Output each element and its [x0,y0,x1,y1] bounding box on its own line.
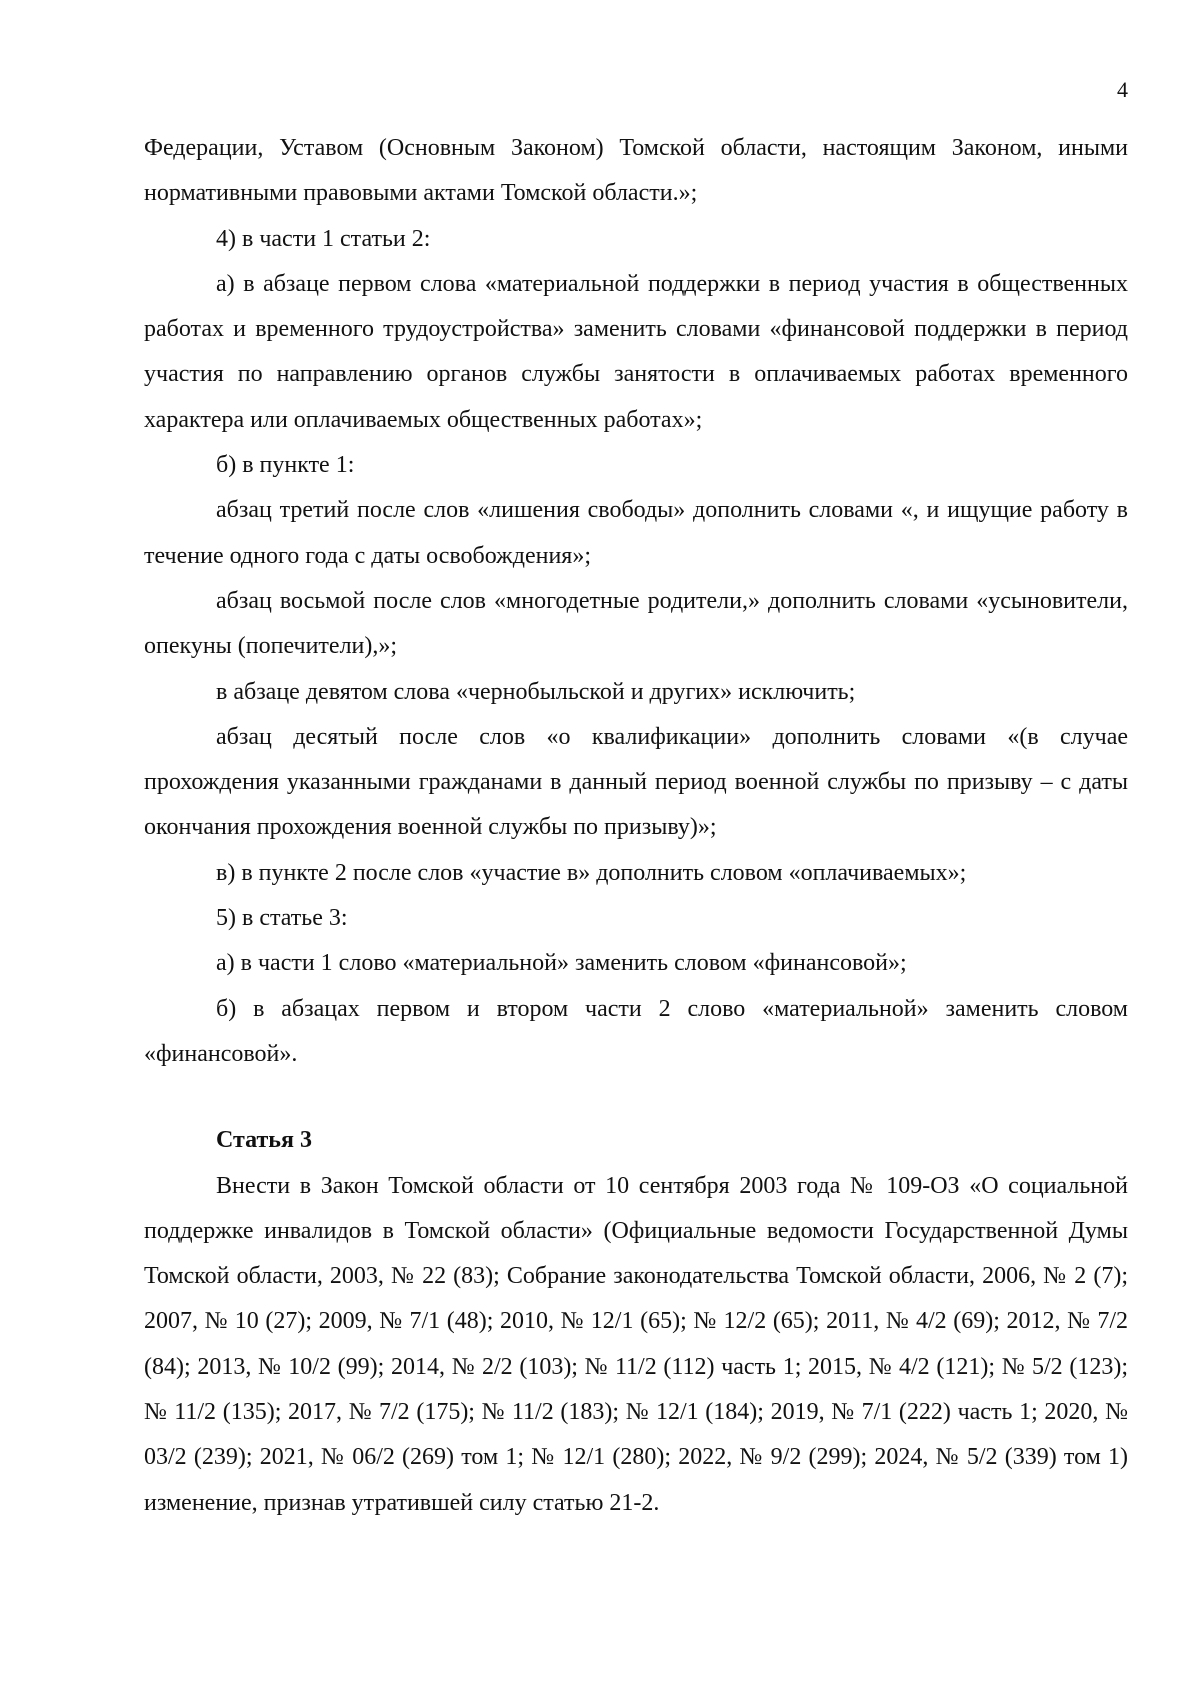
paragraph: а) в части 1 слово «материальной» заменить словом «финансовой»; [216,950,907,977]
page-number: 4 [1117,77,1128,102]
paragraph: в абзаце девятом слова «чернобыльской и других» исключить; [216,678,856,705]
paragraph: 5) в статье 3: [216,905,348,932]
paragraph: в) в пункте 2 после слов «участие в» дополнить словом «оплачиваемых»; [216,859,967,886]
paragraph: 4) в части 1 статьи 2: [216,225,431,252]
paragraph: а) в абзаце первом слова «материальной поддержки в период участия в общественных работах и временного трудоустройства» заменить словами «финансовой поддержки в период участия по направлению органов службы занятости в оплачиваемых работах временного характера или оплачиваемых общественных работах»; [144,270,1128,433]
paragraph: абзац восьмой после слов «многодетные родители,» дополнить словами «усыновители, опекуны (попечители),»; [144,587,1128,660]
article-paragraph: Внести в Закон Томской области от 10 сентября 2003 года № 109-ОЗ «О социальной поддержке инвалидов в Томской области» (Официальные ведомости Государственной Думы Томской области, 2003, № 22 (83); Собрание законодательства Томской области, 2006, № 2 (7); 2007, № 10 (27); 2009, № 7/1 (48); 2010, № 12/1 (65); № 12/2 (65); 2011, № 4/2 (69); 2012, № 7/2 (84); 2013, № 10/2 (99); 2014, № 2/2 (103); № 11/2 (112) часть 1; 2015, № 4/2 (121); № 5/2 (123); № 11/2 (135); 2017, № 7/2 (175); № 11/2 (183); № 12/1 (184); 2019, № 7/1 (222) часть 1; 2020, № 03/2 (239); 2021, № 06/2 (269) том 1; № 12/1 (280); 2022, № 9/2 (299); 2024, № 5/2 (339) том 1) изменение, признав утратившей силу статью 21-2. [144,1172,1128,1516]
paragraph: абзац третий после слов «лишения свободы» дополнить словами «, и ищущие работу в течение одного года с даты освобождения»; [144,497,1128,569]
paragraph: Федерации, Уставом (Основным Законом) Томской области, настоящим Законом, иными нормативными правовыми актами Томской области.»; [144,135,1128,207]
paragraph: б) в пункте 1: [216,452,355,479]
document-body [144,126,1128,1526]
paragraph: абзац десятый после слов «о квалификации» дополнить словами «(в случае прохождения указанными гражданами в данный период военной службы по призыву – с даты окончания прохождения военной службы по призыву)»; [144,723,1128,841]
paragraph: б) в абзацах первом и втором части 2 слово «материальной» заменить словом «финансовой». [144,995,1128,1067]
article-heading: Статья 3 [216,1127,312,1154]
